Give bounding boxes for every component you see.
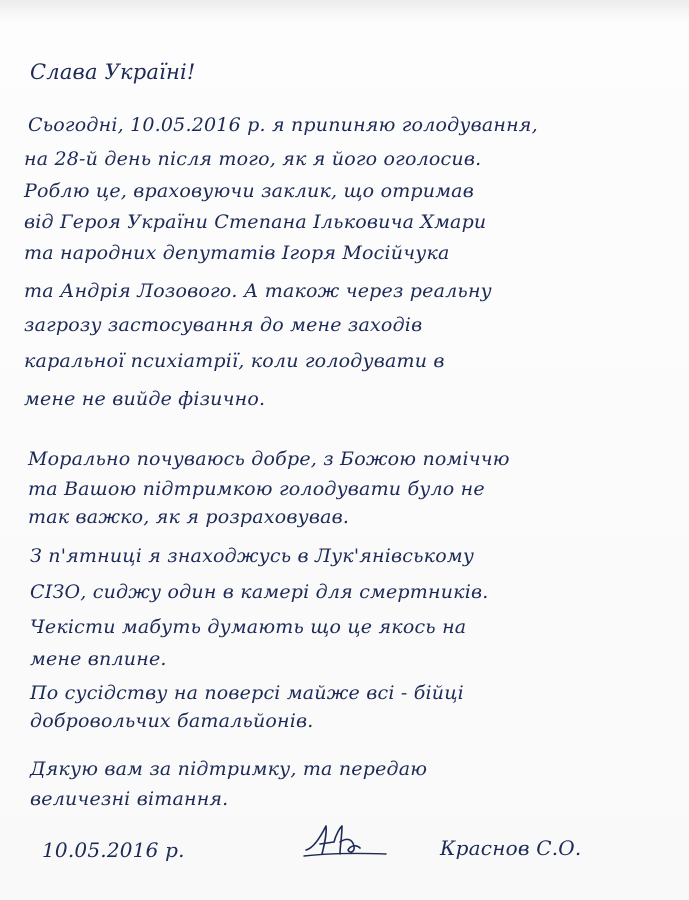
letter-line: каральної психіатрії, коли голодувати в [24,350,445,372]
letter-line: Дякую вам за підтримку, та передаю [30,758,428,780]
greeting: Слава Україні! [30,60,196,84]
handwritten-signature [300,820,390,864]
letter-line: Роблю це, враховуючи заклик, що отримав [24,180,474,202]
letter-line: від Героя України Степана Ільковича Хмари [24,211,487,233]
letter-line: величезні вітання. [30,788,229,810]
letter-line: та Андрія Лозового. А також через реальну [24,280,492,302]
letter-line: та народних депутатів Ігоря Мосійчука [24,242,450,264]
letter-line: так важко, як я розраховував. [28,506,350,528]
letter-line: та Вашою підтримкою голодувати було не [28,478,485,500]
letter-line: мене вплине. [30,648,167,670]
letter-line: загрозу застосування до мене заходів [24,314,423,336]
signer-name: Краснов С.О. [440,836,582,860]
letter-line: на 28-й день після того, як я його оголосив. [24,148,482,170]
letter-line: мене не вийде фізично. [24,388,266,410]
letter-line: Сьогодні, 10.05.2016 р. я припиняю голодування, [28,114,538,136]
letter-date: 10.05.2016 р. [42,838,185,862]
letter-line: По сусідству на поверсі майже всі - бійці [30,682,464,704]
letter-line: добровольчих батальйонів. [30,710,314,732]
letter-line: З п'ятниці я знаходжусь в Лук'янівському [30,545,475,567]
letter-line: Морально почуваюсь добре, з Божою поміччю [28,448,510,470]
letter-line: Чекісти мабуть думають що це якось на [30,616,467,638]
letter-line: СІЗО, сиджу один в камері для смертників. [30,581,489,603]
